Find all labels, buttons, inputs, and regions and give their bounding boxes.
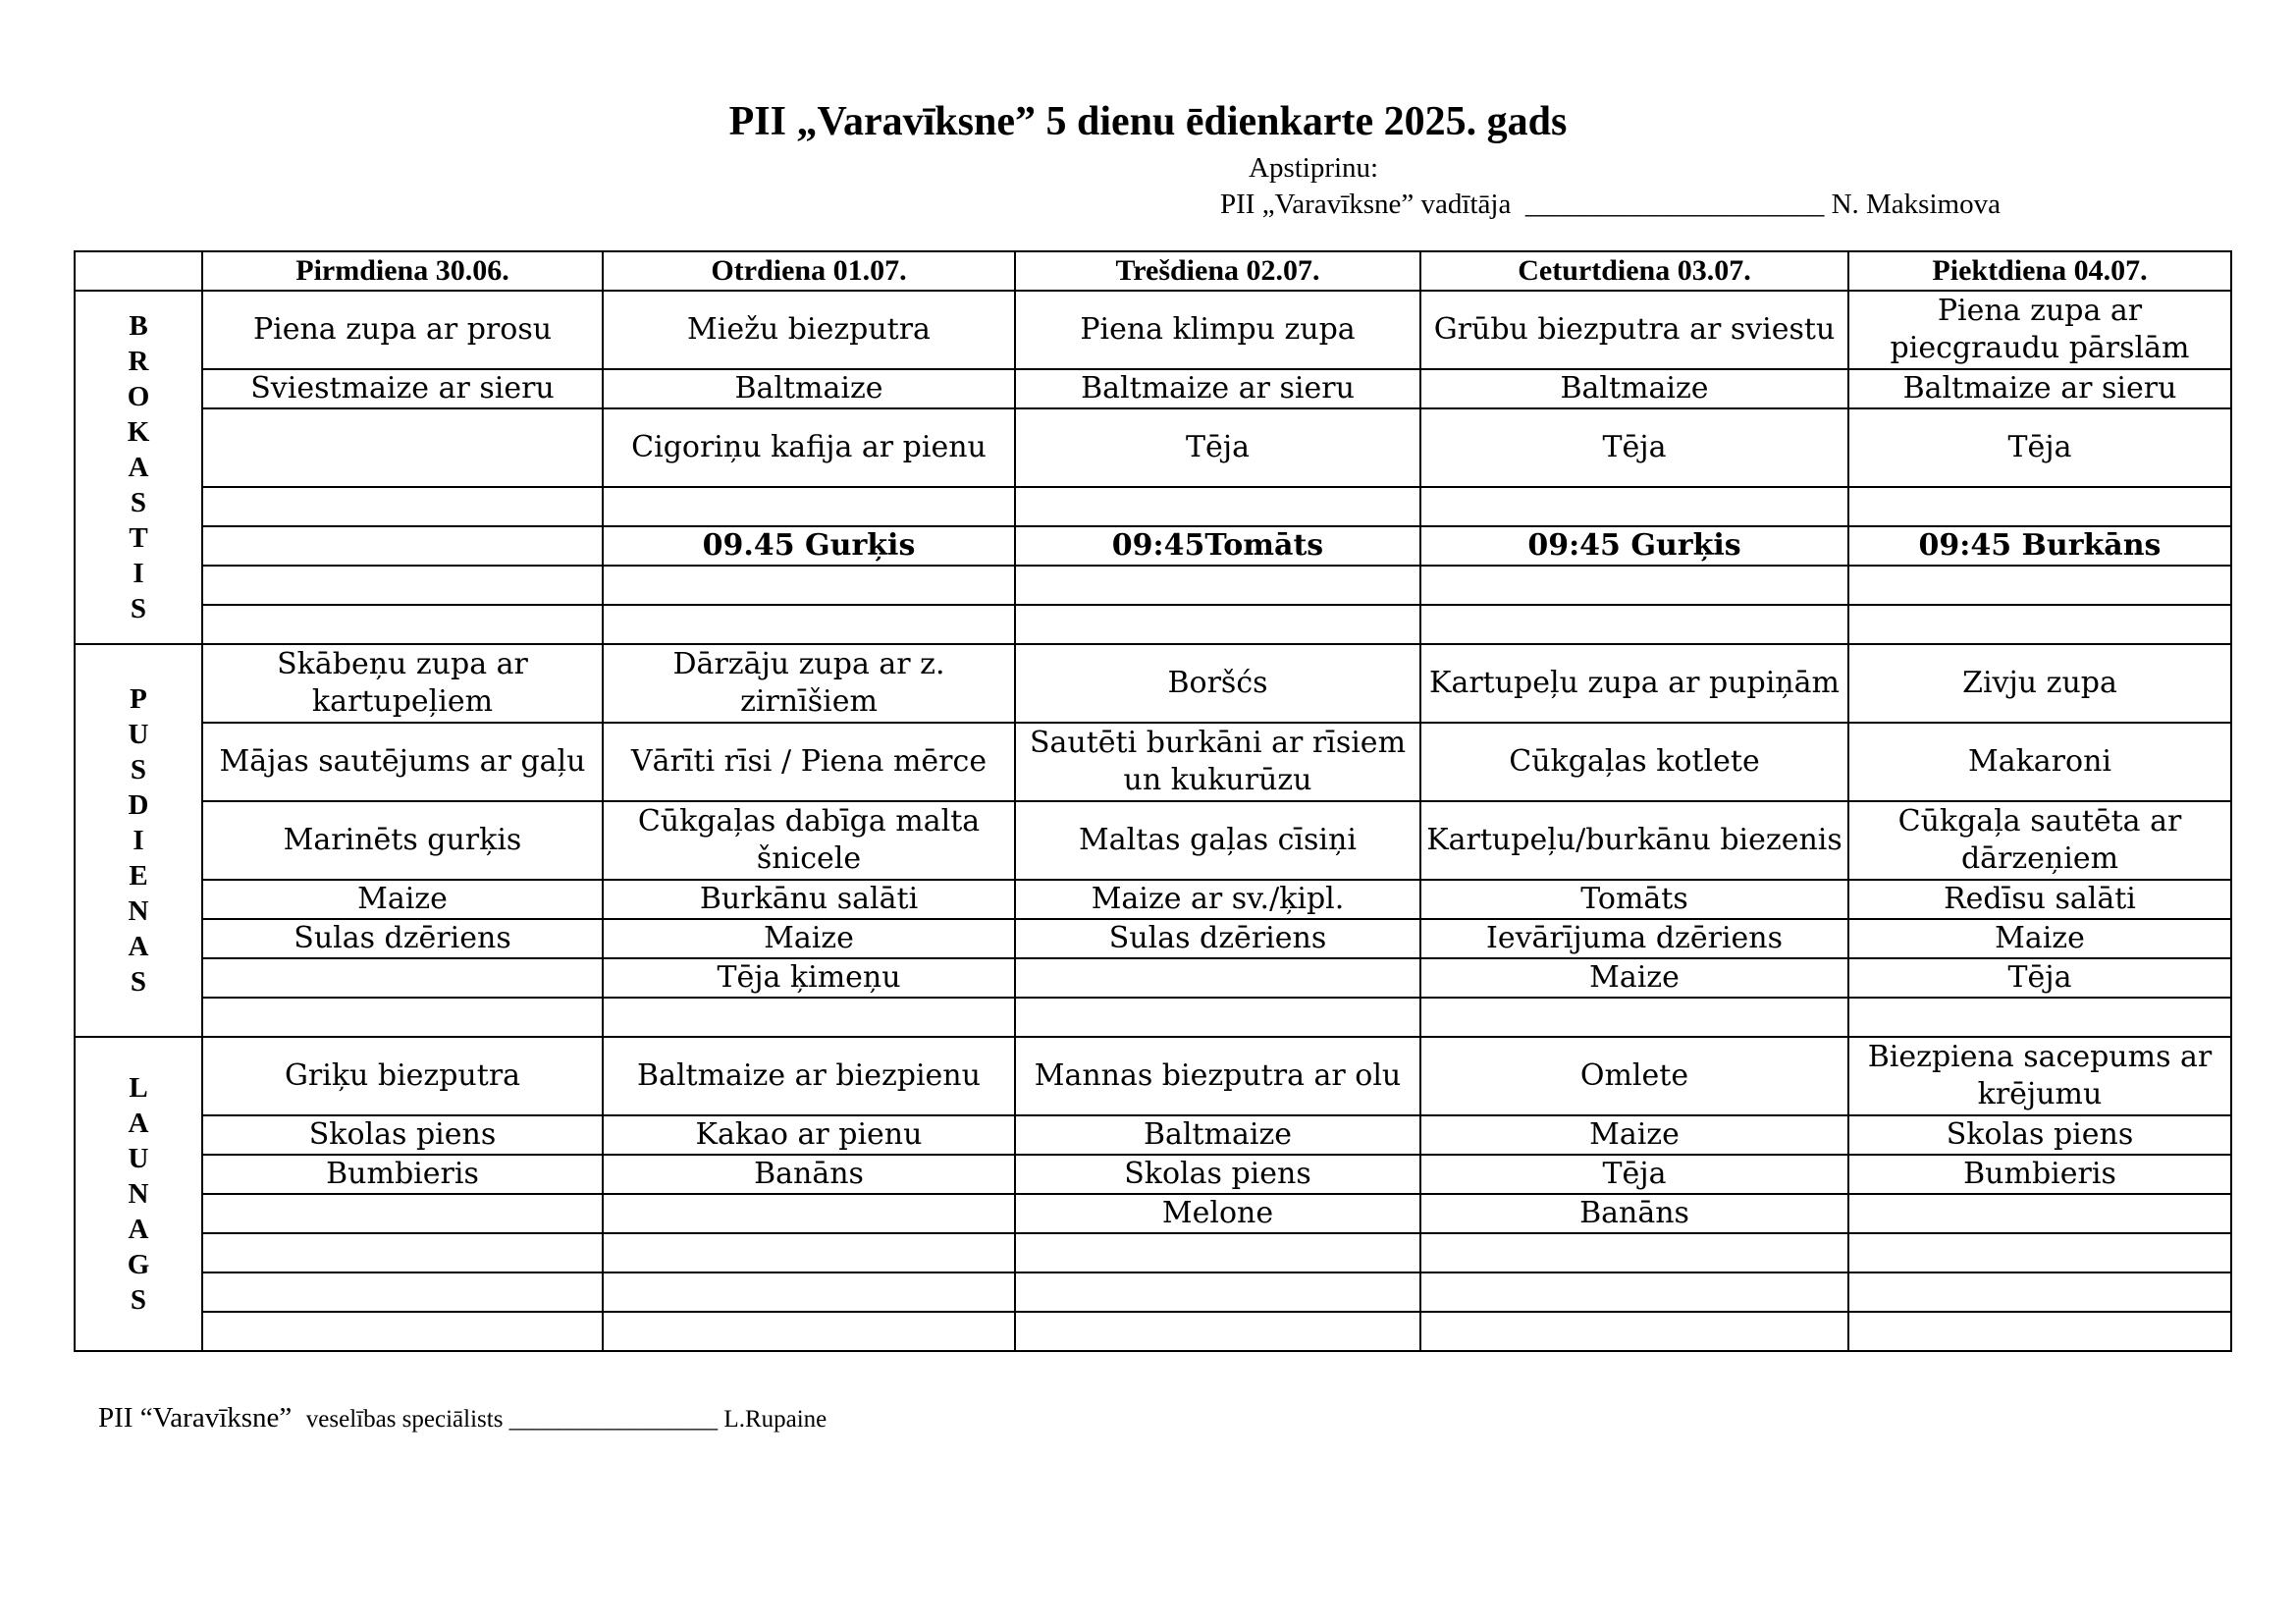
section-letter: K — [127, 416, 150, 448]
menu-row — [75, 291, 2231, 369]
menu-cell: Kartupeļu/burkānu biezenis — [1420, 801, 1848, 880]
section-letter: A — [128, 1108, 149, 1139]
menu-row — [75, 1272, 2231, 1312]
menu-cell: Maize — [1420, 1115, 1848, 1155]
approval-signature-line: PII „Varavīksne” vadītāja _____________________ N. Maksimova — [1220, 189, 2001, 220]
menu-cell — [1848, 487, 2231, 526]
menu-row — [75, 1312, 2231, 1351]
menu-row — [75, 1115, 2231, 1155]
menu-cell: 09:45 Burkāns — [1848, 526, 2231, 566]
menu-cell — [1015, 566, 1420, 605]
menu-cell — [1015, 998, 1420, 1037]
menu-cell: Sautēti burkāni ar rīsiem un kukurūzu — [1015, 723, 1420, 801]
menu-row — [75, 801, 2231, 880]
menu-cell: Banāns — [603, 1155, 1015, 1194]
menu-cell: Skolas piens — [1848, 1115, 2231, 1155]
section-letter: B — [129, 310, 148, 342]
menu-cell — [1015, 605, 1420, 644]
section-letter: L — [129, 1072, 148, 1104]
menu-cell: Zivju zupa — [1848, 644, 2231, 723]
menu-row — [75, 408, 2231, 487]
menu-row — [75, 723, 2231, 801]
menu-cell: Makaroni — [1848, 723, 2231, 801]
menu-cell: Maize — [603, 919, 1015, 958]
menu-cell — [1015, 958, 1420, 998]
menu-row — [75, 998, 2231, 1037]
section-label-pusdienas — [75, 644, 202, 1037]
menu-cell: 09:45Tomāts — [1015, 526, 1420, 566]
menu-cell — [1420, 998, 1848, 1037]
section-letter: A — [128, 931, 149, 962]
menu-cell — [202, 998, 603, 1037]
menu-cell — [1420, 1233, 1848, 1272]
menu-cell: Kakao ar pienu — [603, 1115, 1015, 1155]
menu-cell: Sulas dzēriens — [202, 919, 603, 958]
section-letter: P — [130, 683, 147, 715]
menu-row — [75, 526, 2231, 566]
section-letter: A — [128, 452, 149, 483]
menu-cell — [603, 1312, 1015, 1351]
day-header: Otrdiena 01.07. — [603, 251, 1015, 291]
section-letter: I — [133, 825, 144, 856]
menu-cell — [1848, 566, 2231, 605]
day-header-row — [75, 251, 2231, 291]
menu-cell: Skolas piens — [202, 1115, 603, 1155]
menu-cell: Tēja — [1848, 408, 2231, 487]
menu-cell — [1420, 1272, 1848, 1312]
menu-cell: Melone — [1015, 1194, 1420, 1233]
section-letter: S — [130, 966, 147, 998]
menu-cell — [603, 605, 1015, 644]
day-header: Piektdiena 04.07. — [1848, 251, 2231, 291]
menu-cell: Grūbu biezputra ar sviestu — [1420, 291, 1848, 369]
menu-cell: Tēja — [1848, 958, 2231, 998]
menu-cell: Tomāts — [1420, 880, 1848, 919]
section-letter: T — [129, 522, 148, 554]
menu-cell: Piena klimpu zupa — [1015, 291, 1420, 369]
menu-cell: Sviestmaize ar sieru — [202, 369, 603, 408]
menu-cell: Piena zupa ar piecgraudu pārslām — [1848, 291, 2231, 369]
menu-cell: Maize — [202, 880, 603, 919]
menu-cell — [1848, 1312, 2231, 1351]
section-label-brokastis — [75, 291, 202, 644]
menu-cell — [1420, 487, 1848, 526]
menu-cell: Cūkgaļas kotlete — [1420, 723, 1848, 801]
menu-cell: Redīsu salāti — [1848, 880, 2231, 919]
menu-row — [75, 644, 2231, 723]
menu-row — [75, 1037, 2231, 1115]
menu-cell: Tēja — [1015, 408, 1420, 487]
menu-cell: Skābeņu zupa ar kartupeļiem — [202, 644, 603, 723]
menu-cell — [1015, 1312, 1420, 1351]
menu-cell: Vārīti rīsi / Piena mērce — [603, 723, 1015, 801]
menu-cell — [603, 1194, 1015, 1233]
menu-cell — [603, 487, 1015, 526]
menu-cell: Marinēts gurķis — [202, 801, 603, 880]
menu-cell: Cūkgaļa sautēta ar dārzeņiem — [1848, 801, 2231, 880]
menu-cell: 09.45 Gurķis — [603, 526, 1015, 566]
menu-cell: Tēja — [1420, 408, 1848, 487]
menu-cell: Mannas biezputra ar olu — [1015, 1037, 1420, 1115]
menu-cell — [603, 1272, 1015, 1312]
menu-cell — [1420, 605, 1848, 644]
menu-cell: Burkānu salāti — [603, 880, 1015, 919]
section-letter: A — [128, 1214, 149, 1245]
menu-cell — [1848, 998, 2231, 1037]
menu-cell: Baltmaize ar sieru — [1848, 369, 2231, 408]
menu-cell — [1015, 487, 1420, 526]
menu-cell: Baltmaize — [603, 369, 1015, 408]
menu-cell — [603, 998, 1015, 1037]
menu-cell: Maize — [1420, 958, 1848, 998]
menu-row — [75, 605, 2231, 644]
menu-row — [75, 1233, 2231, 1272]
menu-row — [75, 919, 2231, 958]
menu-cell — [202, 487, 603, 526]
section-header-blank — [75, 251, 202, 291]
menu-cell: Tēja — [1420, 1155, 1848, 1194]
section-letter: S — [130, 593, 147, 624]
menu-cell: Baltmaize ar biezpienu — [603, 1037, 1015, 1115]
menu-cell — [202, 1194, 603, 1233]
menu-row — [75, 880, 2231, 919]
menu-row — [75, 958, 2231, 998]
menu-cell — [1848, 1272, 2231, 1312]
section-letter: S — [130, 754, 147, 785]
section-letter: E — [129, 860, 148, 892]
section-letter: G — [127, 1249, 150, 1280]
section-letter: U — [128, 1143, 149, 1174]
menu-cell — [202, 408, 603, 487]
menu-cell: Ievārījuma dzēriens — [1420, 919, 1848, 958]
section-letter: I — [133, 558, 144, 589]
menu-cell — [1848, 1194, 2231, 1233]
menu-cell — [1848, 1233, 2231, 1272]
page-title: PII „Varavīksne” 5 dienu ēdienkarte 2025. gads — [728, 99, 1568, 144]
menu-cell — [1420, 1312, 1848, 1351]
section-letter: N — [128, 895, 149, 927]
menu-cell: Baltmaize — [1015, 1115, 1420, 1155]
menu-row — [75, 1194, 2231, 1233]
menu-cell: Maltas gaļas cīsiņi — [1015, 801, 1420, 880]
menu-cell: Bumbieris — [1848, 1155, 2231, 1194]
menu-cell: Skolas piens — [1015, 1155, 1420, 1194]
menu-cell: Baltmaize ar sieru — [1015, 369, 1420, 408]
menu-body — [75, 291, 2231, 1351]
menu-cell: Omlete — [1420, 1037, 1848, 1115]
menu-cell — [202, 958, 603, 998]
footer-text: veselības speciālists _________________ L.Rupaine — [305, 1406, 828, 1433]
menu-table — [74, 250, 2232, 1352]
menu-cell: Griķu biezputra — [202, 1037, 603, 1115]
menu-cell: Cigoriņu kafija ar pienu — [603, 408, 1015, 487]
menu-row — [75, 369, 2231, 408]
menu-cell — [202, 605, 603, 644]
day-header: Ceturtdiena 03.07. — [1420, 251, 1848, 291]
day-header: Pirmdiena 30.06. — [202, 251, 603, 291]
menu-row — [75, 1155, 2231, 1194]
menu-cell: Banāns — [1420, 1194, 1848, 1233]
section-letter: S — [130, 487, 147, 518]
menu-cell: Dārzāju zupa ar z. zirnīšiem — [603, 644, 1015, 723]
footer-prefix: PII “Varavīksne” — [98, 1402, 306, 1434]
menu-cell: Tēja ķimeņu — [603, 958, 1015, 998]
approval-label: Apstiprinu: — [1249, 152, 1379, 184]
section-letter: R — [128, 346, 149, 377]
menu-cell — [1015, 1233, 1420, 1272]
menu-cell — [1015, 1272, 1420, 1312]
menu-cell: Maize — [1848, 919, 2231, 958]
menu-cell: Piena zupa ar prosu — [202, 291, 603, 369]
menu-cell: Sulas dzēriens — [1015, 919, 1420, 958]
menu-cell — [202, 1312, 603, 1351]
section-letter: S — [130, 1284, 147, 1316]
menu-cell — [603, 566, 1015, 605]
menu-cell: Kartupeļu zupa ar pupiņām — [1420, 644, 1848, 723]
section-letter: U — [128, 719, 149, 750]
section-letter: O — [127, 381, 150, 412]
menu-cell: 09:45 Gurķis — [1420, 526, 1848, 566]
menu-cell — [202, 1233, 603, 1272]
menu-cell: Cūkgaļas dabīga malta šnicele — [603, 801, 1015, 880]
day-header: Trešdiena 02.07. — [1015, 251, 1420, 291]
menu-cell: Biezpiena sacepums ar krējumu — [1848, 1037, 2231, 1115]
menu-row — [75, 487, 2231, 526]
menu-cell — [202, 1272, 603, 1312]
section-letter: N — [128, 1178, 149, 1210]
menu-cell — [603, 1233, 1015, 1272]
menu-cell: Miežu biezputra — [603, 291, 1015, 369]
menu-cell: Boršćs — [1015, 644, 1420, 723]
menu-cell — [1848, 605, 2231, 644]
menu-row — [75, 566, 2231, 605]
menu-cell — [202, 526, 603, 566]
menu-cell: Maize ar sv./ķipl. — [1015, 880, 1420, 919]
menu-cell: Bumbieris — [202, 1155, 603, 1194]
menu-cell: Mājas sautējums ar gaļu — [202, 723, 603, 801]
menu-cell — [1420, 566, 1848, 605]
footer-signature — [98, 1402, 827, 1435]
section-letter: D — [128, 789, 149, 821]
menu-cell — [202, 566, 603, 605]
section-label-launags — [75, 1037, 202, 1351]
menu-cell: Baltmaize — [1420, 369, 1848, 408]
